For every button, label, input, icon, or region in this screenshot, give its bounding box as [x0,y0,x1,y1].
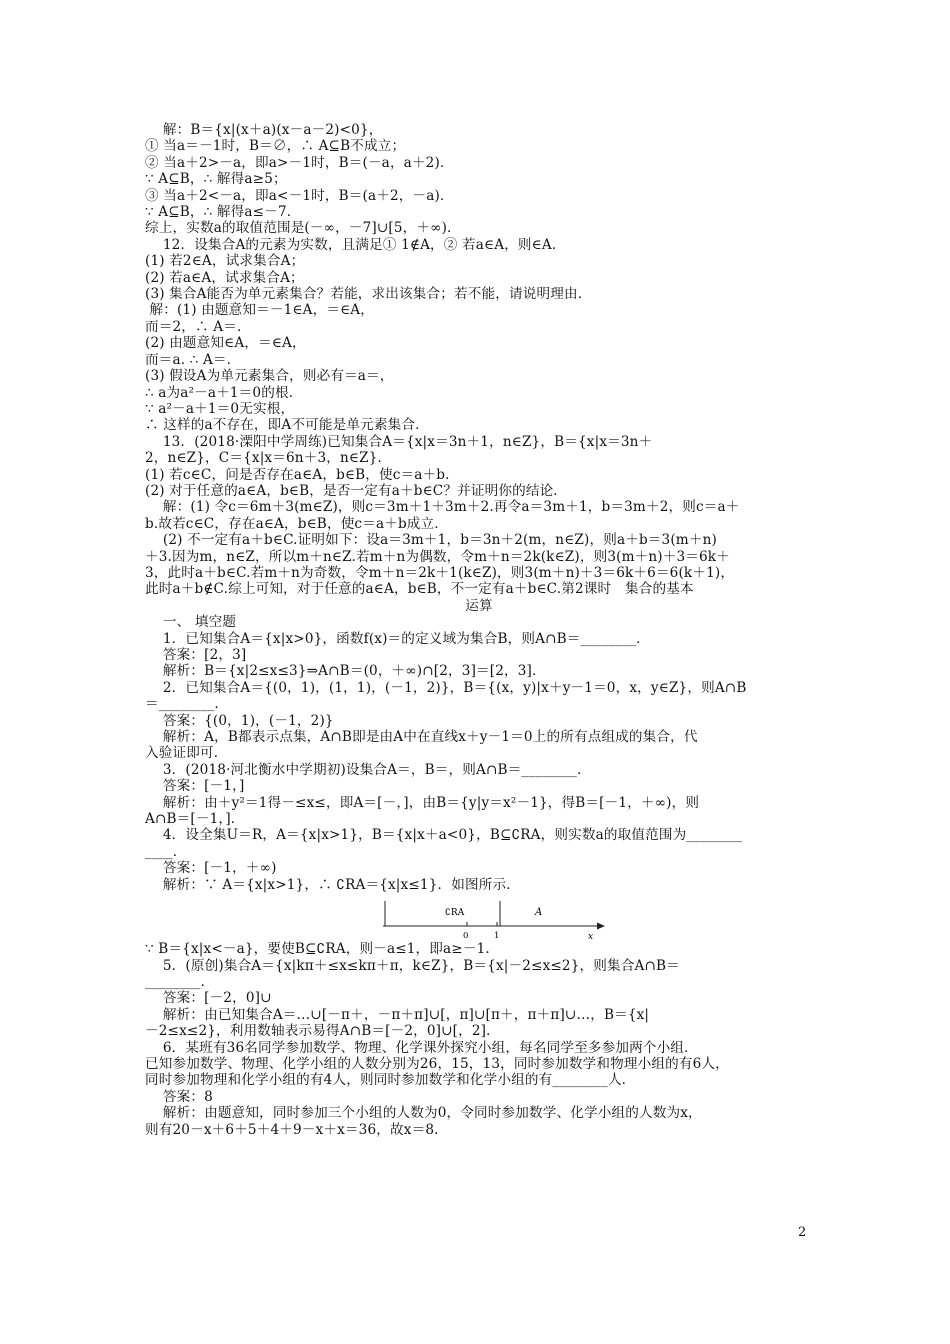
text-line: b.故若c∈C，存在a∈A，b∈B，使c＝a＋b成立． [145,515,449,532]
text-line: (1) 若c∈C，问是否存在a∈A，b∈B，使c＝a＋b. [145,466,450,483]
text-line: (2) 不一定有a＋b∈C.证明如下：设a＝3m＋1，b＝3n＋2(m，n∈Z)，则a＋b＝3(m＋n) [145,532,717,549]
text-line: 答案：[－1，＋∞) [145,860,277,877]
number-line-figure [145,893,813,941]
text-line: ∵ A⊆B，∴ 解得a≤－7． [145,204,301,221]
text-line: (2) 对于任意的a∈A，b∈B，是否一定有a＋b∈C？并证明你的结论． [145,482,568,499]
text-line: 一、 填空题 [145,614,237,631]
text-line: ________． [145,973,215,990]
text-line: 2，n∈Z}，C＝{x|x＝6n＋3，n∈Z}． [145,450,392,467]
text-line: 3．(2018·河北衡水中学期初)设集合A＝，B＝，则A∩B＝________． [145,761,591,778]
text-line: 4．设全集U＝R，A＝{x|x>1}，B＝{x|x＋a<0}，B⊆∁RA，则实数a的取值范围为________ [145,827,742,844]
text-line: ∵ A⊆B，∴ 解得a≥5； [145,171,287,188]
text-line: 13．(2018·溧阳中学周练)已知集合A＝{x|x＝3n＋1，n∈Z}，B＝{x|x＝3n＋ [145,433,653,450]
text-line: ＋3.因为m，n∈Z，所以m＋n∈Z.若m＋n为偶数，令m＋n＝2k(k∈Z)，则3(m＋n)＋3＝6k＋ [145,548,730,565]
document-body [145,122,813,1138]
text-line: 答案：{(0，1)，(－1，2)} [145,712,334,729]
text-line: 同时参加物理和化学小组的有4人，则同时参加数学和化学小组的有________人． [145,1072,636,1089]
text-line: ＝________. [145,696,219,713]
text-line: 6．某班有36名同学参加数学、物理、化学课外探究小组，每名同学至多参加两个小组． [145,1039,698,1056]
text-block-problems-4-6 [145,941,813,1138]
text-line: A∩B＝[－1，]． [145,811,245,828]
text-line: 而＝2，∴ A＝. [145,318,242,335]
text-line: 则有20－x＋6＋5＋4＋9－x＋x＝36，故x＝8. [145,1121,439,1138]
text-line: (2) 若a∈A，试求集合A； [145,269,304,286]
axis-label-x: x [588,932,594,942]
text-line: 答案：8 [145,1088,213,1105]
page-number: 2 [798,1225,807,1240]
text-line: 此时a＋b∉C.综上可知，对于任意的a∈A，b∈B，不一定有a＋b∈C.第2课时 集合的基本 [145,581,694,598]
text-line: ∴ a为a²－a＋1＝0的根． [145,384,303,401]
text-line: 已知参加数学、物理、化学小组的人数分别为26，15，13，同时参加数学和物理小组的有6人， [145,1055,729,1072]
text-line: 综上，实数a的取值范围是(－∞，－7]∪[5，＋∞)． [145,220,461,237]
text-line: (2) 由题意知∈A，＝∈A， [145,335,306,352]
text-line: ② 当a＋2>－a，即a>－1时，B＝(－a，a＋2)． [145,154,454,171]
text-line: 12．设集合A的元素为实数，且满足① 1∉A，② 若a∈A，则∈A. [145,236,557,253]
text-line: (1) 若2∈A，试求集合A； [145,253,305,270]
text-line: 解：B＝{x|(x＋a)(x－a－2)<0}， [145,122,383,138]
tick-label-one: 1 [494,931,500,942]
section-title-tail: 运算 [465,597,493,614]
text-line: ① 当a＝－1时，B＝∅，∴ A⊆B不成立； [145,138,406,155]
text-line: 解：(1) 由题意知＝－1∈A，＝∈A， [145,302,374,319]
text-line: 答案：[－2，0]∪ [145,990,272,1007]
text-line: 入验证即可． [145,745,228,762]
text-line: 答案：[－1，] [145,778,245,795]
text-line: 解析：由＋y²＝1得－≤x≤，即A＝[－，]，由B＝{y|y＝x²－1}，得B＝[－1，＋∞)，则 [145,794,700,811]
complement-label: ∁RA [445,908,465,919]
set-a-label: A [535,907,543,919]
text-line: (3) 集合A能否为单元素集合？若能，求出该集合；若不能，请说明理由． [145,286,592,303]
text-line: 解析：由题意知，同时参加三个小组的人数为0，令同时参加数学、化学小组的人数为x， [145,1105,702,1122]
text-line: ∵ a²－a＋1＝0无实根， [145,400,295,417]
text-line: ____． [145,843,187,860]
text-line: 1．已知集合A＝{x|x>0}，函数f(x)＝的定义域为集合B，则A∩B＝________． [145,630,650,647]
text-line: ∴ 这样的a不存在，即A不可能是单元素集合． [145,417,429,434]
number-line-svg [145,893,615,941]
text-line: 解析：由已知集合A＝…∪[－π＋，－π＋π]∪[，π]∪[π＋，π＋π]∪…，B＝{x| [145,1006,650,1023]
text-line: 解：(1) 令c＝6m＋3(m∈Z)，则c＝3m＋1＋3m＋2.再令a＝3m＋1，b＝3m＋2，则c＝a＋ [145,499,740,516]
text-line: 5．(原创)集合A＝{x|kπ＋≤x≤kπ＋π，k∈Z}，B＝{x|－2≤x≤2}，则集合A∩B＝ [145,957,680,974]
text-line: ③ 当a＋2<－a，即a<－1时，B＝(a＋2，－a)． [145,187,454,204]
text-block-problems-11-13 [145,122,813,598]
text-line: (3) 假设A为单元素集合，则必有＝a＝， [145,368,394,385]
text-line: 3，此时a＋b∈C.若m＋n为奇数，令m＋n＝2k＋1(k∈Z)，则3(m＋n)＋3＝6k＋6＝6(k＋1)， [145,564,735,581]
tick-label-zero: 0 [463,931,469,942]
text-line: 解析：∵ A＝{x|x>1}，∴ ∁RA＝{x|x≤1}．如图所示． [145,876,520,893]
text-line: 2．已知集合A＝{(0，1)，(1，1)，(－1，2)}，B＝{(x，y)|x＋y－1＝0，x，y∈Z}，则A∩B [145,679,747,696]
text-line: 解析：A，B都表示点集，A∩B即是由A中在直线x＋y－1＝0上的所有点组成的集合，代 [145,729,698,746]
text-line: 答案：[2，3] [145,647,247,663]
text-line: ∵ B＝{x|x<－a}，要使B⊆∁RA，则－a≤1，即a≥－1. [145,941,490,958]
text-line: 而＝a. ∴ A＝. [145,351,232,368]
text-line: －2≤x≤2}，利用数轴表示易得A∩B＝[－2，0]∪[，2]． [145,1023,500,1040]
text-line: 解析：B＝{x|2≤x≤3}⇒A∩B＝(0，＋∞)∩[2，3]＝[2，3]． [145,663,546,680]
text-block-problems-1-4 [145,614,813,893]
